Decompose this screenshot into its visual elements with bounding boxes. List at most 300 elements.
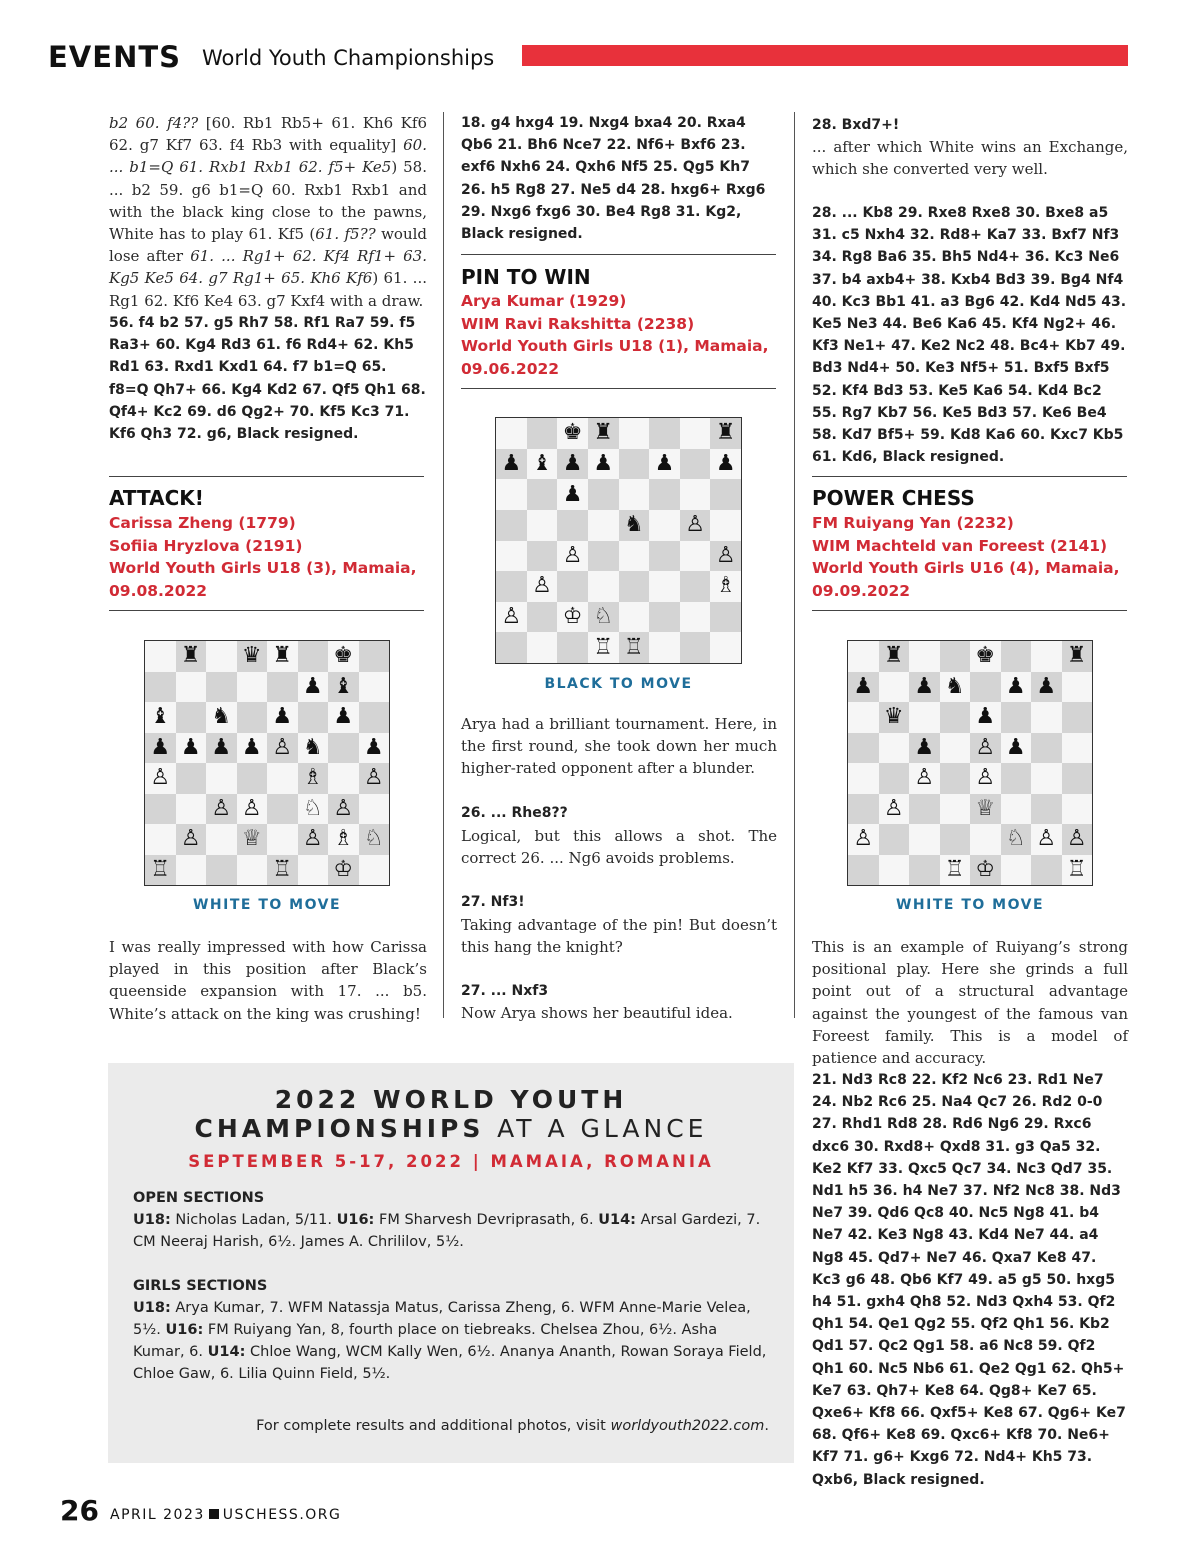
girls-sections-heading: GIRLS SECTIONS: [133, 1278, 268, 1294]
board-square: [267, 733, 298, 764]
black-player: WIM Ravi Rakshitta (2238): [461, 314, 695, 333]
board-square: [970, 763, 1001, 794]
board-square: [619, 449, 650, 480]
board-square: [298, 641, 329, 672]
separator-square: [209, 1509, 219, 1519]
board-square: [527, 632, 558, 663]
board-square: [176, 702, 207, 733]
board-square: [328, 641, 359, 672]
board-square: [145, 733, 176, 764]
black-king-icon: ♚: [975, 643, 996, 669]
board-square: [237, 824, 268, 855]
board-square: [909, 763, 940, 794]
text-run: ) 61. ... Rg1 62. Kf6 Ke4 63. g7 Kxf4 with a draw.: [109, 269, 427, 310]
text-run: [60. Rb1 Rb5+ 61. Kh6 Kf6 62. g7 Kf7 63. f4 Rb3 with equality]: [109, 114, 427, 155]
col2-moves: 18. g4 hxg4 19. Nxg4 bxa4 20. Rxa4 Qb6 21. Bh6 Nce7 22. Nf6+ Bxf6 23. exf6 Nxh6 24. Qxh6 Nf5 25. Qg5 Kh7 26. h5 Rg8 27. Ne5 d4 28. hxg6+ Rxg6 29. Nxg6 fxg6 30. Be4 Rg8 31. Kg2, Black resigned.: [461, 115, 766, 243]
white-pawn-icon: ♙: [333, 795, 354, 821]
col1-intro: [109, 112, 427, 312]
board-square: [619, 602, 650, 633]
board-square: [940, 672, 971, 703]
board-square: [649, 571, 680, 602]
board-square: [680, 479, 711, 510]
white-pawn-icon: ♙: [685, 512, 705, 538]
board-square: [649, 449, 680, 480]
chess-board-pin: [495, 417, 742, 664]
black-pawn-icon: ♟: [1036, 673, 1057, 699]
board-square: [1001, 794, 1032, 825]
board-square: [940, 824, 971, 855]
section-label: EVENTS: [48, 40, 182, 74]
board-square: [496, 541, 527, 572]
board-square: [588, 418, 619, 449]
board-square: [848, 824, 879, 855]
board-square: [496, 479, 527, 510]
white-pawn-icon: ♙: [241, 795, 262, 821]
col1-moves: 56. f4 b2 57. g5 Rh7 58. Rf1 Ra7 59. f5 Ra3+ 60. Kg4 Rd3 61. f6 Rd4+ 62. Kh5 Rd1 63. Rxd1 Kxd1 64. f7 b1=Q 65. f8=Q Qh7+ 66. Kg4 Kd2 67. Qf5 Qh1 68. Qf4+ Kc2 69. d6 Qg2+ 70. Kf5 Kc3 71. Kf6 Qh3 72. g6, Black resigned.: [109, 315, 426, 443]
board-square: [496, 571, 527, 602]
game-title-power: POWER CHESS: [812, 486, 975, 510]
black-knight-icon: ♞: [211, 704, 232, 730]
section-result: FM Ruiyang Yan, 8, fourth place on tiebreaks. Chelsea Zhou, 6½. Asha Kumar, 6.: [133, 1322, 718, 1360]
board-square: [298, 794, 329, 825]
white-pawn-icon: ♙: [715, 542, 736, 568]
board-square: [848, 641, 879, 672]
board-square: [909, 641, 940, 672]
game-date: 09.06.2022: [461, 359, 560, 378]
board-square: [176, 794, 207, 825]
board-square: [527, 602, 558, 633]
black-pawn-icon: ♟: [272, 704, 293, 730]
board-square: [588, 541, 619, 572]
section-label: U18:: [133, 1300, 171, 1316]
black-pawn-icon: ♟: [914, 673, 935, 699]
black-rook-icon: ♜: [272, 643, 293, 669]
board-square: [359, 733, 390, 764]
black-pawn-icon: ♟: [180, 734, 201, 760]
section-result: Arsal Gardezi, 7. CM Neeraj Harish, 6½. James A. Chrililov, 5½.: [133, 1212, 761, 1250]
open-sections-results: [133, 1209, 773, 1253]
board-square: [940, 794, 971, 825]
board-square: [527, 510, 558, 541]
black-rook-icon: ♜: [593, 420, 614, 446]
move-label: 27. Nf3!: [461, 894, 525, 910]
board-square: [649, 479, 680, 510]
board-square: [328, 733, 359, 764]
board-square: [710, 510, 741, 541]
board-square: [680, 571, 711, 602]
white-king-icon: ♔: [562, 604, 583, 630]
black-bishop-icon: ♝: [150, 704, 171, 730]
black-pawn-icon: ♟: [333, 704, 354, 730]
results-link[interactable]: worldyouth2022.com: [610, 1418, 765, 1434]
board-square: [298, 763, 329, 794]
board-square: [588, 602, 619, 633]
board-square: [267, 763, 298, 794]
box-title-light: AT A GLANCE: [497, 1114, 708, 1143]
board-square: [298, 855, 329, 886]
board-square: [680, 510, 711, 541]
board-caption: WHITE TO MOVE: [895, 897, 1045, 913]
header-accent-bar: [522, 45, 1128, 66]
white-pawn-icon: ♙: [363, 765, 384, 791]
board-square: [879, 641, 910, 672]
box-title-line2: [108, 1114, 794, 1143]
white-rook-icon: ♖: [1066, 856, 1087, 882]
board-square: [328, 794, 359, 825]
box-title-line1: 2022 WORLD YOUTH: [274, 1085, 628, 1114]
black-knight-icon: ♞: [302, 734, 323, 760]
white-bishop-icon: ♗: [715, 573, 736, 599]
board-square: [328, 702, 359, 733]
black-king-icon: ♚: [333, 643, 354, 669]
game-info-attack: [109, 512, 427, 602]
board-square: [588, 479, 619, 510]
game-info-pin: [461, 290, 777, 380]
board-square: [710, 479, 741, 510]
divider: [812, 476, 1127, 477]
black-pawn-icon: ♟: [975, 704, 996, 730]
col3-moves-2: 21. Nd3 Rc8 22. Kf2 Nc6 23. Rd1 Ne7 24. Nb2 Rc6 25. Na4 Qc7 26. Rd2 0-0 27. Rhd1 Rd8 28. Rd6 Ng6 29. Rxc6 dxc6 30. Rxd8+ Qxd8 31. g3 Qa5 32. Ke2 Kf7 33. Qxc5 Qc7 34. Nc3 Qd7 35. Nd1 h5 36. h4 Ne7 37. Nf2 Nc8 38. Nd3 Ne7 39. Qd6 Qc8 40. Nc5 Ng8 41. b4 Ne7 42. Ke3 Ng8 43. Kd4 Ne7 44. a4 Ng8 45. Qd7+ Ne7 46. Qxa7 Ke8 47. Kc3 g6 48. Qb6 Kf7 49. a5 g5 50. hxg5 h4 51. gxh4 Qh8 52. Nd3 Qxh4 53. Qf2 Qh1 54. Qe1 Qg2 55. Qf2 Qh1 56. Kb2 Qd1 57. Qc2 Qg1 58. a6 Nc8 59. Qf2 Qh1 60. Nc5 Nb6 61. Qe2 Qg1 62. Qh5+ Ke7 63. Qh7+ Ke8 64. Qg8+ Ke7 65. Qxe6+ Kf8 66. Qxf5+ Ke8 67. Qg6+ Ke7 68. Qf6+ Ke8 69. Qxc6+ Kf8 70. Ne6+ Kf7 71. g6+ Kxg6 72. Nd4+ Kh5 73. Qxb6, Black resigned.: [812, 1072, 1126, 1488]
board-square: [557, 479, 588, 510]
column-divider: [443, 112, 444, 1018]
chess-board-attack: [144, 640, 390, 886]
game-comment: This is an example of Ruiyang’s strong positional play. Here she grinds a full point out of a structural advantage against the youngest of the famous van Foreest family. This is a model of patience and accuracy.: [812, 938, 1128, 1068]
board-square: [619, 418, 650, 449]
event-name: World Youth Girls U18 (1), Mamaia,: [461, 337, 769, 355]
board-square: [298, 824, 329, 855]
board-square: [176, 641, 207, 672]
board-square: [527, 479, 558, 510]
board-square: [1001, 763, 1032, 794]
board-square: [879, 794, 910, 825]
section-label: U16:: [336, 1212, 375, 1228]
white-bishop-icon: ♗: [333, 826, 354, 852]
black-pawn-icon: ♟: [1005, 734, 1026, 760]
board-square: [1031, 641, 1062, 672]
white-pawn-icon: ♙: [302, 826, 323, 852]
board-square: [1062, 733, 1093, 764]
board-square: [970, 855, 1001, 886]
board-square: [970, 672, 1001, 703]
white-player: FM Ruiyang Yan (2232): [812, 514, 1014, 532]
board-square: [176, 672, 207, 703]
board-square: [145, 763, 176, 794]
board-square: [1062, 855, 1093, 886]
board-square: [970, 641, 1001, 672]
board-square: [848, 702, 879, 733]
link-prefix: For complete results and additional photos, visit: [256, 1418, 611, 1434]
board-square: [879, 672, 910, 703]
white-rook-icon: ♖: [593, 634, 614, 660]
board-square: [848, 794, 879, 825]
section-label: U14:: [598, 1212, 636, 1228]
black-knight-icon: ♞: [623, 512, 644, 538]
board-square: [206, 672, 237, 703]
board-square: [557, 418, 588, 449]
text-run: b2 60. f4??: [109, 114, 199, 132]
board-square: [328, 824, 359, 855]
divider: [109, 476, 424, 477]
white-player: Carissa Zheng (1779): [109, 514, 296, 532]
board-square: [680, 449, 711, 480]
board-caption: WHITE TO MOVE: [192, 897, 342, 913]
black-player: WIM Machteld van Foreest (2141): [812, 536, 1108, 555]
board-square: [1062, 702, 1093, 733]
move-comment: Taking advantage of the pin! But doesn’t this hang the knight?: [461, 916, 777, 957]
board-square: [588, 510, 619, 541]
box-date: SEPTEMBER 5-17, 2022 | MAMAIA, ROMANIA: [188, 1152, 714, 1171]
board-square: [710, 602, 741, 633]
black-pawn-icon: ♟: [302, 673, 323, 699]
board-square: [1062, 794, 1093, 825]
board-square: [970, 824, 1001, 855]
section-result: Arya Kumar, 7. WFM Natassja Matus, Carissa Zheng, 6. WFM Anne-Marie Velea, 5½.: [133, 1300, 751, 1338]
white-pawn-icon: ♙: [272, 734, 293, 760]
white-pawn-icon: ♙: [562, 542, 583, 568]
board-square: [359, 824, 390, 855]
board-square: [145, 824, 176, 855]
board-square: [237, 794, 268, 825]
board-square: [527, 418, 558, 449]
board-square: [710, 541, 741, 572]
board-square: [710, 571, 741, 602]
black-bishop-icon: ♝: [532, 450, 552, 476]
board-square: [649, 510, 680, 541]
black-pawn-icon: ♟: [501, 450, 522, 476]
board-square: [267, 794, 298, 825]
black-player: Sofiia Hryzlova (2191): [109, 536, 303, 555]
board-square: [145, 855, 176, 886]
chess-board-power: [847, 640, 1093, 886]
board-square: [1062, 763, 1093, 794]
game-date: 09.09.2022: [812, 581, 911, 600]
col3-moves: 28. ... Kb8 29. Rxe8 Rxe8 30. Bxe8 a5 31. c5 Nxh4 32. Rd8+ Ka7 33. Bxf7 Nf3 34. Rg8 Ba6 35. Bh5 Nd4+ 36. Kc3 Ne6 37. b4 axb4+ 38. Kxb4 Bd3 39. Bg4 Nf4 40. Kc3 Bb1 41. a3 Bg6 42. Kd4 Nd5 43. Ke5 Ne3 44. Be6 Ka6 45. Kf4 Ng2+ 46. Kf3 Ne1+ 47. Ke2 Nc2 48. Bc4+ Kb7 49. Bd3 Nd4+ 50. Ke3 Nf5+ 51. Bxf5 Bxf5 52. Kf4 Bd3 53. Ke5 Ka6 54. Kd4 Bc2 55. Rg7 Kb7 56. Ke5 Bd3 57. Ke6 Be4 58. Kd7 Bf5+ 59. Kd8 Ka6 60. Kxc7 Kb5 61. Kd6, Black resigned.: [812, 205, 1127, 466]
board-square: [527, 449, 558, 480]
board-square: [237, 641, 268, 672]
board-square: [680, 418, 711, 449]
board-square: [298, 702, 329, 733]
white-queen-icon: ♕: [975, 795, 996, 821]
board-square: [710, 449, 741, 480]
event-name: World Youth Girls U18 (3), Mamaia,: [109, 559, 417, 577]
board-square: [267, 702, 298, 733]
move-comment: Logical, but this allows a shot. The correct 26. ... Ng6 avoids problems.: [461, 827, 777, 868]
white-pawn-icon: ♙: [1036, 826, 1057, 852]
black-queen-icon: ♛: [883, 704, 904, 730]
board-square: [359, 794, 390, 825]
board-square: [879, 855, 910, 886]
board-square: [237, 702, 268, 733]
board-square: [206, 702, 237, 733]
board-square: [527, 571, 558, 602]
board-square: [649, 418, 680, 449]
board-square: [145, 641, 176, 672]
board-square: [206, 733, 237, 764]
game-date: 09.08.2022: [109, 581, 208, 600]
black-pawn-icon: ♟: [150, 734, 171, 760]
white-pawn-icon: ♙: [883, 795, 904, 821]
white-rook-icon: ♖: [150, 856, 171, 882]
board-square: [1001, 824, 1032, 855]
black-pawn-icon: ♟: [363, 734, 384, 760]
results-link-line: [256, 1415, 769, 1437]
move-label: 26. ... Rhe8??: [461, 805, 568, 821]
board-square: [619, 571, 650, 602]
board-square: [557, 632, 588, 663]
divider: [812, 610, 1127, 611]
board-square: [557, 541, 588, 572]
white-pawn-icon: ♙: [532, 573, 552, 599]
board-square: [1031, 794, 1062, 825]
game-comment: Arya had a brilliant tournament. Here, in the first round, she took down her much higher-rated opponent after a blunder.: [461, 715, 777, 778]
white-player: Arya Kumar (1929): [461, 292, 627, 310]
board-square: [206, 763, 237, 794]
white-pawn-icon: ♙: [1066, 826, 1087, 852]
move-label: 27. ... Nxf3: [461, 983, 549, 999]
board-square: [557, 602, 588, 633]
board-square: [267, 855, 298, 886]
text-run: 61. f5??: [315, 225, 376, 244]
board-square: [909, 794, 940, 825]
black-bishop-icon: ♝: [333, 673, 354, 699]
game-title-pin: PIN TO WIN: [461, 265, 591, 289]
board-square: [940, 702, 971, 733]
board-square: [710, 418, 741, 449]
board-square: [1001, 733, 1032, 764]
board-square: [1001, 641, 1032, 672]
board-square: [649, 632, 680, 663]
board-square: [1031, 763, 1062, 794]
white-pawn-icon: ♙: [501, 604, 522, 630]
white-rook-icon: ♖: [272, 856, 293, 882]
footer-info: [110, 1507, 341, 1523]
board-square: [619, 541, 650, 572]
board-square: [909, 672, 940, 703]
box-title-bold: CHAMPIONSHIPS: [194, 1114, 485, 1143]
board-square: [680, 541, 711, 572]
section-label: U18:: [133, 1212, 171, 1228]
board-square: [940, 763, 971, 794]
move-comment: Now Arya shows her beautiful idea.: [461, 1004, 733, 1022]
girls-sections-results: [133, 1297, 773, 1385]
black-pawn-icon: ♟: [562, 450, 583, 476]
board-square: [237, 763, 268, 794]
board-square: [879, 824, 910, 855]
board-square: [359, 641, 390, 672]
text-run: 61. ... Rg1+ 62. Kf4 Rf1+ 63. Kg5 Ke5 64. g7 Rg1+ 65. Kh6 Kf6: [109, 247, 427, 288]
board-square: [145, 672, 176, 703]
black-knight-icon: ♞: [944, 673, 965, 699]
board-caption: BLACK TO MOVE: [544, 676, 693, 692]
board-square: [206, 824, 237, 855]
board-square: [909, 824, 940, 855]
board-square: [206, 794, 237, 825]
board-square: [848, 855, 879, 886]
white-pawn-icon: ♙: [150, 765, 171, 791]
board-square: [496, 418, 527, 449]
board-square: [176, 733, 207, 764]
white-pawn-icon: ♙: [975, 734, 996, 760]
board-square: [879, 702, 910, 733]
section-result: Nicholas Ladan, 5/11.: [170, 1212, 337, 1228]
white-bishop-icon: ♗: [302, 765, 323, 791]
board-square: [1031, 855, 1062, 886]
game-title-attack: ATTACK!: [109, 486, 204, 510]
results-box: [108, 1063, 794, 1463]
board-square: [879, 763, 910, 794]
white-pawn-icon: ♙: [180, 826, 201, 852]
white-rook-icon: ♖: [944, 856, 965, 882]
board-square: [588, 571, 619, 602]
white-pawn-icon: ♙: [211, 795, 232, 821]
board-square: [237, 733, 268, 764]
white-king-icon: ♔: [333, 856, 354, 882]
section-label: U16:: [165, 1322, 204, 1338]
board-square: [527, 541, 558, 572]
divider: [461, 254, 776, 255]
link-suffix: .: [764, 1418, 769, 1434]
board-square: [940, 641, 971, 672]
black-king-icon: ♚: [562, 420, 583, 446]
board-square: [619, 510, 650, 541]
board-square: [909, 855, 940, 886]
text-run: would lose after: [109, 225, 427, 266]
board-square: [267, 641, 298, 672]
game-comment: I was really impressed with how Carissa played in this position after Black’s queenside expansion with 17. ... b5. White’s attack on the king was crushing!: [109, 938, 427, 1023]
board-square: [1031, 702, 1062, 733]
board-square: [176, 824, 207, 855]
board-square: [1062, 641, 1093, 672]
board-square: [970, 702, 1001, 733]
board-square: [328, 855, 359, 886]
board-square: [710, 632, 741, 663]
board-square: [680, 602, 711, 633]
black-pawn-icon: ♟: [562, 481, 583, 507]
white-pawn-icon: ♙: [914, 765, 935, 791]
section-result: Chloe Wang, WCM Kally Wen, 6½. Ananya Ananth, Rowan Soraya Field, Chloe Gaw, 6. Lilia Quinn Field, 5½.: [133, 1344, 767, 1382]
board-square: [328, 672, 359, 703]
section-subtitle: World Youth Championships: [202, 46, 495, 70]
board-square: [1062, 672, 1093, 703]
white-pawn-icon: ♙: [975, 765, 996, 791]
board-square: [557, 510, 588, 541]
board-square: [145, 702, 176, 733]
white-knight-icon: ♘: [302, 795, 323, 821]
board-square: [909, 733, 940, 764]
board-square: [848, 763, 879, 794]
divider: [461, 388, 776, 389]
black-queen-icon: ♛: [241, 643, 262, 669]
board-square: [496, 449, 527, 480]
board-square: [206, 855, 237, 886]
board-square: [359, 672, 390, 703]
white-knight-icon: ♘: [1005, 826, 1026, 852]
move-comment: ... after which White wins an Exchange, which she converted very well.: [812, 138, 1128, 179]
board-square: [1062, 824, 1093, 855]
black-pawn-icon: ♟: [654, 450, 675, 476]
black-pawn-icon: ♟: [715, 450, 736, 476]
black-pawn-icon: ♟: [593, 450, 614, 476]
text-run: 60. ... b1=Q 61. Rxb1 Rxb1 62. f5+ Ke5: [109, 136, 427, 177]
board-square: [298, 672, 329, 703]
board-square: [328, 763, 359, 794]
white-knight-icon: ♘: [363, 826, 384, 852]
board-square: [1001, 672, 1032, 703]
page-number: 26: [60, 1494, 99, 1527]
board-square: [1001, 702, 1032, 733]
board-square: [237, 672, 268, 703]
board-square: [359, 855, 390, 886]
